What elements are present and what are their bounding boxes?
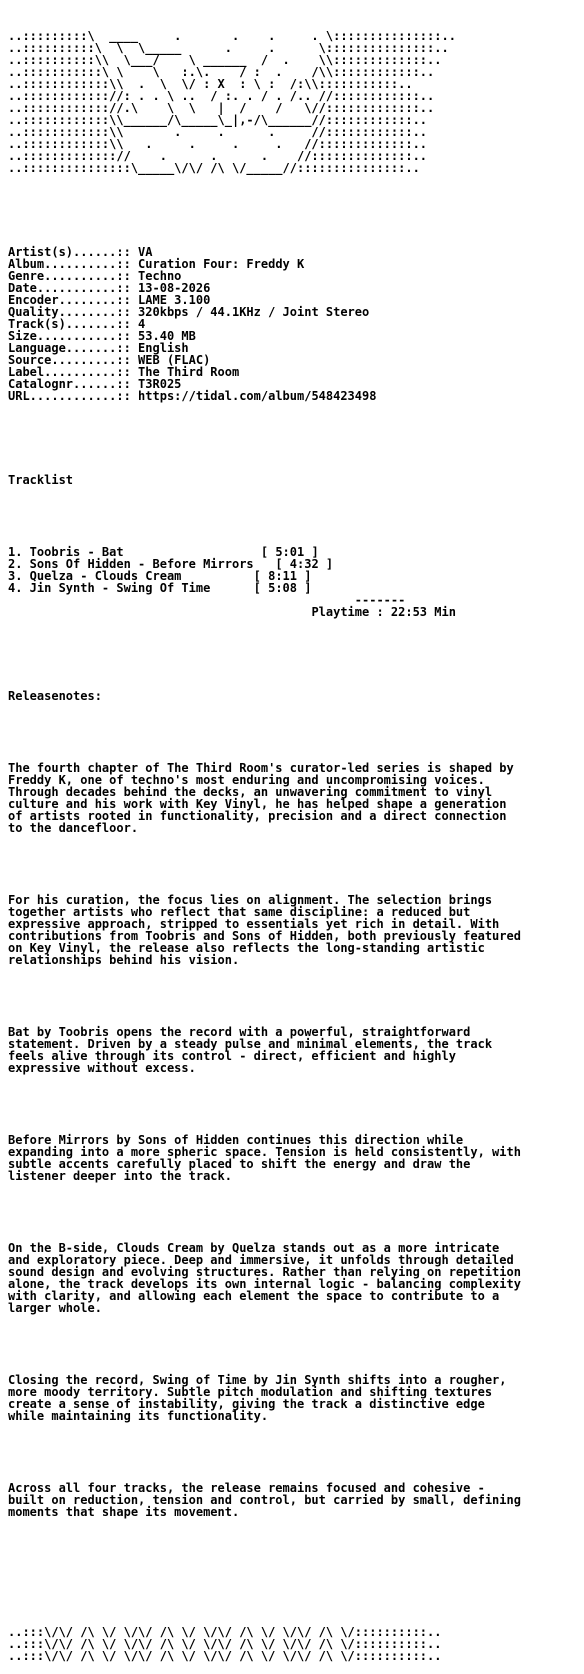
releasenotes-paragraph: Closing the record, Swing of Time by Jin Synth shifts into a rougher, more moody territory. Subtle pitch modulation and shifting textures create a sense of instability, giving the track a distinctive edge while maintaining its functionality. bbox=[8, 1373, 507, 1423]
tracklist bbox=[8, 546, 580, 618]
spacer bbox=[8, 426, 580, 450]
info-value: T3R025 bbox=[138, 377, 182, 391]
info-row-artist: Artist(s)......:: VA bbox=[8, 245, 153, 259]
spacer bbox=[8, 1206, 580, 1218]
info-key: Language.......: bbox=[8, 341, 124, 355]
header-art-line: ..::::::::::::\\ . \ \/ : X : \ : /:\\:::::::::::.. bbox=[8, 77, 413, 91]
info-row-album: Album..........:: Curation Four: Freddy K bbox=[8, 257, 305, 271]
spacer bbox=[8, 510, 580, 522]
track-title: 3. Quelza - Clouds Cream bbox=[8, 569, 182, 583]
track-time: [ 4:32 ] bbox=[275, 557, 334, 571]
spacer bbox=[8, 990, 580, 1002]
playtime-rule: ------- bbox=[354, 593, 406, 607]
info-row-label: Label..........:: The Third Room bbox=[8, 365, 240, 379]
header-art-line: ..::::::::::\\ \___/ \ ______ / . \\:::::::::::::.. bbox=[8, 53, 442, 67]
header-art-line: ..:::::::::::://.\ \ \ | / / \//:::::::::::::.. bbox=[8, 101, 435, 115]
header-art-line: ..::::::::::::\\______/\_____\_|,-/\______//::::::::::::.. bbox=[8, 113, 428, 127]
releasenotes-paragraph: For his curation, the focus lies on alignment. The selection brings together artists who reflect that same discipline: a reduced but expressive approach, stripped to essentials yet rich in detail. With contributions from Toobris and Sons of Hidden, both previously featured on Key Vinyl, the release also reflects the long-standing artistic relationships behind his vision. bbox=[8, 893, 521, 967]
spacer bbox=[8, 1590, 580, 1602]
spacer bbox=[8, 1338, 580, 1350]
spacer bbox=[8, 858, 580, 870]
releasenotes-paragraph: On the B-side, Clouds Cream by Quelza stands out as a more intricate and exploratory piece. Deep and immersive, it unfolds through detailed sound design and evolving structures. Rather than relying on repetition alone, the track develops its own internal logic - balancing complexity with clarity, and allowing each element the space to contribute to a larger whole. bbox=[8, 1241, 521, 1315]
info-value: VA bbox=[138, 245, 153, 259]
info-value: 53.40 MB bbox=[138, 329, 196, 343]
info-key: Label..........: bbox=[8, 365, 124, 379]
spacer bbox=[8, 1098, 580, 1110]
info-key: URL............: bbox=[8, 389, 124, 403]
info-key: Catalognr......: bbox=[8, 377, 124, 391]
spacer bbox=[8, 1446, 580, 1458]
info-key: Artist(s)......: bbox=[8, 245, 124, 259]
info-key: Track(s).......: bbox=[8, 317, 124, 331]
footer-art-line: ..:::\/\/ /\ \/ \/\/ /\ \/ \/\/ /\ \/ \/\/ /\ \/::::::::::.. bbox=[8, 1649, 442, 1663]
track-time: [ 5:01 ] bbox=[260, 545, 319, 559]
spacer bbox=[8, 642, 580, 666]
spacer bbox=[8, 1542, 580, 1566]
header-ascii-art bbox=[8, 30, 580, 174]
track-title: 2. Sons Of Hidden - Before Mirrors bbox=[8, 557, 254, 571]
info-key: Source.........: bbox=[8, 353, 124, 367]
info-value: WEB (FLAC) bbox=[138, 353, 211, 367]
tracklist-heading: Tracklist bbox=[8, 473, 74, 487]
releasenotes-paragraph: Before Mirrors by Sons of Hidden continues this direction while expanding into a more spheric space. Tension is held consistently, with subtle accents carefully placed to shift the energy and draw the listener deeper into the track. bbox=[8, 1133, 521, 1183]
info-value: 13-08-2026 bbox=[138, 281, 211, 295]
info-key: Quality........: bbox=[8, 305, 124, 319]
header-art-line: ..::::::::::::\\ . . . . //:::::::::::::.. bbox=[8, 137, 428, 151]
track-time: [ 5:08 ] bbox=[253, 581, 312, 595]
info-row-size: Size...........:: 53.40 MB bbox=[8, 329, 196, 343]
info-key: Size...........: bbox=[8, 329, 124, 343]
info-key: Encoder........: bbox=[8, 293, 124, 307]
spacer bbox=[8, 726, 580, 738]
header-art-line: ..:::::::::::::// . . . //::::::::::::::.. bbox=[8, 149, 428, 163]
playtime-row bbox=[8, 606, 580, 618]
track-title: 4. Jin Synth - Swing Of Time bbox=[8, 581, 211, 595]
info-key: Date...........: bbox=[8, 281, 124, 295]
footer-ascii-art bbox=[8, 1626, 580, 1662]
track-title: 1. Toobris - Bat bbox=[8, 545, 124, 559]
info-row-genre: Genre..........:: Techno bbox=[8, 269, 182, 283]
info-value: The Third Room bbox=[138, 365, 240, 379]
playtime-total: Playtime : 22:53 Min bbox=[311, 605, 456, 619]
nfo-document bbox=[8, 6, 580, 1674]
header-art-line: ..::::::::::::\\ . . . //::::::::::::.. bbox=[8, 125, 428, 139]
info-row-url: URL............:: https://tidal.com/album/548423498 bbox=[8, 389, 377, 403]
info-row-tracks: Track(s).......:: 4 bbox=[8, 317, 146, 331]
header-art-line: ..::::::::::\ \ \_____ . . \:::::::::::::::.. bbox=[8, 41, 449, 55]
footer-art-line: ..:::\/\/ /\ \/ \/\/ /\ \/ \/\/ /\ \/ \/\/ /\ \/::::::::::.. bbox=[8, 1625, 442, 1639]
header-art-line: ..:::::::::::://: . . \ .. / :. . / . /.. //::::::::::::.. bbox=[8, 89, 435, 103]
info-row-date: Date...........:: 13-08-2026 bbox=[8, 281, 211, 295]
track-time: [ 8:11 ] bbox=[253, 569, 312, 583]
info-block bbox=[8, 246, 580, 402]
info-value: 4 bbox=[138, 317, 146, 331]
info-row-encoder: Encoder........:: LAME 3.100 bbox=[8, 293, 211, 307]
info-row-quality: Quality........:: 320kbps / 44.1KHz / Joint Stereo bbox=[8, 305, 370, 319]
info-value: English bbox=[138, 341, 189, 355]
info-value: Curation Four: Freddy K bbox=[138, 257, 305, 271]
footer-art-line: ..:::\/\/ /\ \/ \/\/ /\ \/ \/\/ /\ \/ \/\/ /\ \/::::::::::.. bbox=[8, 1637, 442, 1651]
info-row-language: Language.......:: English bbox=[8, 341, 189, 355]
releasenotes-heading: Releasenotes: bbox=[8, 689, 102, 703]
info-value: 320kbps / 44.1KHz / Joint Stereo bbox=[138, 305, 370, 319]
info-row-source: Source.........:: WEB (FLAC) bbox=[8, 353, 211, 367]
releasenotes-paragraph: Across all four tracks, the release remains focused and cohesive - built on reduction, tension and control, but carried by small, defining moments that shape its movement. bbox=[8, 1481, 521, 1519]
releasenotes-paragraph: Bat by Toobris opens the record with a powerful, straightforward statement. Driven by a steady pulse and minimal elements, the track feels alive through its control - direct, efficient and highly expressive without excess. bbox=[8, 1025, 493, 1075]
info-key: Album..........: bbox=[8, 257, 124, 271]
info-value: https://tidal.com/album/548423498 bbox=[138, 389, 377, 403]
header-art-line: ..:::::::::::\ \ \ :.\. / : . /\\::::::::::::.. bbox=[8, 65, 435, 79]
spacer bbox=[8, 198, 580, 222]
releasenotes-paragraph: The fourth chapter of The Third Room's curator-led series is shaped by Freddy K, one of techno's most enduring and uncompromising voices. Through decades behind the decks, an unwavering commitment to vinyl culture and his work with Key Vinyl, he has helped shape a generation of artists rooted in functionality, precision and a direct connection to the dancefloor. bbox=[8, 761, 514, 835]
info-value: LAME 3.100 bbox=[138, 293, 211, 307]
header-art-line: ..:::::::::::::::\_____\/\/ /\ \/_____//:::::::::::::::.. bbox=[8, 161, 420, 175]
info-value: Techno bbox=[138, 269, 182, 283]
header-art-line: ..:::::::::\ ____ . . . . \:::::::::::::::.. bbox=[8, 29, 456, 43]
info-row-catalognr: Catalognr......:: T3R025 bbox=[8, 377, 182, 391]
info-key: Genre..........: bbox=[8, 269, 124, 283]
